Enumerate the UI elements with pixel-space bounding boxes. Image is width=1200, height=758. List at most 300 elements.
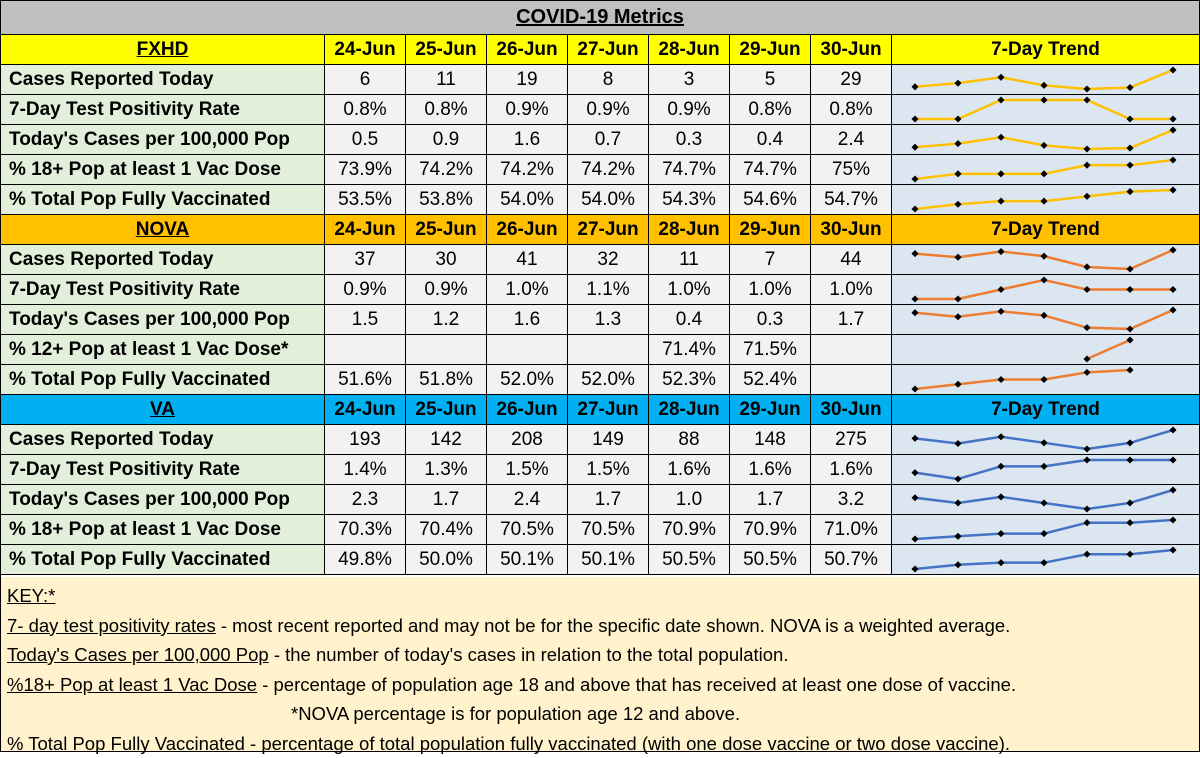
metric-value: 1.6 bbox=[487, 305, 568, 335]
sparkline-point bbox=[997, 170, 1004, 177]
metric-value: 1.5 bbox=[325, 305, 406, 335]
sparkline-point bbox=[1083, 369, 1090, 376]
metric-value: 1.7 bbox=[406, 485, 487, 515]
metric-label: Today's Cases per 100,000 Pop bbox=[1, 485, 325, 515]
metric-value: 1.3 bbox=[568, 305, 649, 335]
sparkline-point bbox=[954, 499, 961, 506]
metric-value: 1.7 bbox=[568, 485, 649, 515]
sparkline-cell bbox=[892, 515, 1199, 545]
metric-value: 2.3 bbox=[325, 485, 406, 515]
sparkline-point bbox=[997, 74, 1004, 81]
sparkline bbox=[893, 275, 1199, 304]
metric-value: 2.4 bbox=[487, 485, 568, 515]
sparkline-cell bbox=[892, 365, 1199, 395]
section-name: NOVA bbox=[1, 215, 325, 245]
sparkline-point bbox=[1083, 445, 1090, 452]
sparkline-point bbox=[954, 115, 961, 122]
sparkline-point bbox=[997, 308, 1004, 315]
metric-value: 52.0% bbox=[487, 365, 568, 395]
sparkline bbox=[893, 125, 1199, 154]
metric-value: 51.8% bbox=[406, 365, 487, 395]
metric-label: 7-Day Test Positivity Rate bbox=[1, 275, 325, 305]
sparkline-point bbox=[1083, 505, 1090, 512]
metric-row bbox=[1, 185, 1199, 215]
metric-value: 3.2 bbox=[811, 485, 892, 515]
metric-value bbox=[325, 335, 406, 365]
metric-label: Cases Reported Today bbox=[1, 245, 325, 275]
sparkline-point bbox=[997, 433, 1004, 440]
sparkline bbox=[893, 305, 1199, 334]
sparkline-point bbox=[911, 535, 918, 542]
sparkline-point bbox=[954, 170, 961, 177]
date-header: 27-Jun bbox=[568, 395, 649, 425]
sparkline-cell bbox=[892, 335, 1199, 365]
metric-row bbox=[1, 425, 1199, 455]
date-header: 26-Jun bbox=[487, 35, 568, 65]
sparkline-point bbox=[1083, 145, 1090, 152]
section-name: VA bbox=[1, 395, 325, 425]
sparkline-point bbox=[911, 175, 918, 182]
metric-value: 11 bbox=[649, 245, 730, 275]
sparkline bbox=[893, 245, 1199, 274]
metric-row bbox=[1, 515, 1199, 545]
sparkline-point bbox=[1083, 162, 1090, 169]
sparkline bbox=[893, 65, 1199, 94]
metric-value: 70.4% bbox=[406, 515, 487, 545]
sparkline-point bbox=[997, 134, 1004, 141]
sparkline-point bbox=[954, 381, 961, 388]
metric-label: % Total Pop Fully Vaccinated bbox=[1, 545, 325, 575]
metric-label: % 18+ Pop at least 1 Vac Dose bbox=[1, 515, 325, 545]
metric-value: 0.9% bbox=[649, 95, 730, 125]
metric-value: 32 bbox=[568, 245, 649, 275]
metric-row bbox=[1, 275, 1199, 305]
sparkline-point bbox=[1126, 366, 1133, 373]
metric-row bbox=[1, 95, 1199, 125]
key-panel bbox=[1, 577, 1199, 751]
metric-value: 74.7% bbox=[730, 155, 811, 185]
metric-value: 74.2% bbox=[406, 155, 487, 185]
sparkline bbox=[893, 545, 1199, 574]
metric-value: 1.6% bbox=[649, 455, 730, 485]
sparkline-point bbox=[954, 313, 961, 320]
date-header: 28-Jun bbox=[649, 215, 730, 245]
sparkline-point bbox=[911, 565, 918, 572]
sparkline-point bbox=[1169, 156, 1176, 163]
metric-row bbox=[1, 65, 1199, 95]
sparkline-point bbox=[911, 144, 918, 151]
metric-value: 1.4% bbox=[325, 455, 406, 485]
metric-value: 6 bbox=[325, 65, 406, 95]
sparkline-point bbox=[1040, 253, 1047, 260]
sparkline-point bbox=[1040, 559, 1047, 566]
metric-value: 0.8% bbox=[811, 95, 892, 125]
metric-value: 0.3 bbox=[730, 305, 811, 335]
sparkline-cell bbox=[892, 545, 1199, 575]
metric-value: 208 bbox=[487, 425, 568, 455]
key-line: %18+ Pop at least 1 Vac Dose - percentage of population age 18 and above that has received at least one dose of vaccine. bbox=[7, 670, 1199, 700]
metric-value: 1.6% bbox=[730, 455, 811, 485]
trend-header: 7-Day Trend bbox=[892, 35, 1199, 65]
section-name: FXHD bbox=[1, 35, 325, 65]
metric-row bbox=[1, 485, 1199, 515]
sparkline-point bbox=[1040, 312, 1047, 319]
metric-value: 1.0% bbox=[649, 275, 730, 305]
sparkline-point bbox=[1126, 84, 1133, 91]
metric-value: 51.6% bbox=[325, 365, 406, 395]
metric-value: 70.3% bbox=[325, 515, 406, 545]
metric-value bbox=[811, 365, 892, 395]
sparkline-point bbox=[1040, 439, 1047, 446]
sparkline-point bbox=[1083, 263, 1090, 270]
metric-value: 0.7 bbox=[568, 125, 649, 155]
sparkline-point bbox=[1169, 486, 1176, 493]
date-header: 30-Jun bbox=[811, 35, 892, 65]
sparkline-cell bbox=[892, 155, 1199, 185]
metric-value: 7 bbox=[730, 245, 811, 275]
metric-value: 0.9% bbox=[325, 275, 406, 305]
sparkline-series bbox=[915, 370, 1130, 389]
sparkline-point bbox=[1040, 82, 1047, 89]
metric-value: 53.8% bbox=[406, 185, 487, 215]
sparkline-point bbox=[954, 254, 961, 261]
metric-value: 0.9% bbox=[568, 95, 649, 125]
sparkline-point bbox=[1083, 355, 1090, 362]
sparkline-point bbox=[1126, 551, 1133, 558]
date-header: 24-Jun bbox=[325, 35, 406, 65]
sparkline-point bbox=[1169, 456, 1176, 463]
metric-value bbox=[487, 335, 568, 365]
metric-value: 50.1% bbox=[568, 545, 649, 575]
metric-value: 19 bbox=[487, 65, 568, 95]
metric-value: 70.9% bbox=[649, 515, 730, 545]
metric-label: 7-Day Test Positivity Rate bbox=[1, 455, 325, 485]
sparkline-point bbox=[1169, 516, 1176, 523]
metric-value: 3 bbox=[649, 65, 730, 95]
metric-label: % 12+ Pop at least 1 Vac Dose* bbox=[1, 335, 325, 365]
sparkline-point bbox=[954, 561, 961, 568]
metric-value: 1.2 bbox=[406, 305, 487, 335]
key-heading: KEY:* bbox=[7, 581, 1199, 611]
metric-label: % Total Pop Fully Vaccinated bbox=[1, 365, 325, 395]
key-line-note: *NOVA percentage is for population age 12 and above. bbox=[7, 699, 1199, 729]
sparkline-point bbox=[1126, 336, 1133, 343]
sparkline-point bbox=[1126, 499, 1133, 506]
sparkline-point bbox=[1169, 115, 1176, 122]
sparkline-point bbox=[1169, 546, 1176, 553]
date-header: 30-Jun bbox=[811, 395, 892, 425]
metric-value: 88 bbox=[649, 425, 730, 455]
metric-value: 1.3% bbox=[406, 455, 487, 485]
sparkline-point bbox=[1040, 96, 1047, 103]
sparkline-point bbox=[911, 469, 918, 476]
date-header: 26-Jun bbox=[487, 395, 568, 425]
sparkline-point bbox=[1040, 463, 1047, 470]
date-header: 30-Jun bbox=[811, 215, 892, 245]
sparkline bbox=[893, 365, 1199, 394]
sparkline-point bbox=[997, 493, 1004, 500]
metric-value: 44 bbox=[811, 245, 892, 275]
metric-value: 50.0% bbox=[406, 545, 487, 575]
key-line: Today's Cases per 100,000 Pop - the number of today's cases in relation to the total population. bbox=[7, 640, 1199, 670]
metric-value: 52.3% bbox=[649, 365, 730, 395]
date-header: 26-Jun bbox=[487, 215, 568, 245]
sheet-title: COVID-19 Metrics bbox=[1, 1, 1199, 35]
sparkline-point bbox=[954, 80, 961, 87]
date-header: 27-Jun bbox=[568, 35, 649, 65]
sparkline-point bbox=[1083, 519, 1090, 526]
metric-value: 5 bbox=[730, 65, 811, 95]
metric-value: 70.5% bbox=[487, 515, 568, 545]
sparkline-point bbox=[1083, 96, 1090, 103]
trend-header: 7-Day Trend bbox=[892, 395, 1199, 425]
metric-value: 70.5% bbox=[568, 515, 649, 545]
metric-value: 1.6% bbox=[811, 455, 892, 485]
section-header-row bbox=[1, 395, 1199, 425]
sparkline-point bbox=[1126, 286, 1133, 293]
sparkline-point bbox=[997, 198, 1004, 205]
metric-value: 50.7% bbox=[811, 545, 892, 575]
date-header: 29-Jun bbox=[730, 35, 811, 65]
sparkline bbox=[893, 335, 1199, 364]
metric-value: 54.3% bbox=[649, 185, 730, 215]
sparkline-point bbox=[1126, 265, 1133, 272]
metric-value: 50.1% bbox=[487, 545, 568, 575]
metric-value: 0.8% bbox=[730, 95, 811, 125]
section-header-row bbox=[1, 215, 1199, 245]
sparkline-point bbox=[1040, 530, 1047, 537]
metric-row bbox=[1, 455, 1199, 485]
sparkline-point bbox=[997, 376, 1004, 383]
metric-value: 0.4 bbox=[649, 305, 730, 335]
date-header: 28-Jun bbox=[649, 395, 730, 425]
metric-label: % Total Pop Fully Vaccinated bbox=[1, 185, 325, 215]
metric-label: Cases Reported Today bbox=[1, 425, 325, 455]
metric-value: 142 bbox=[406, 425, 487, 455]
metric-value: 0.9% bbox=[487, 95, 568, 125]
metric-label: Cases Reported Today bbox=[1, 65, 325, 95]
sparkline-point bbox=[1126, 519, 1133, 526]
metric-value: 74.2% bbox=[568, 155, 649, 185]
metric-value: 0.3 bbox=[649, 125, 730, 155]
sparkline-point bbox=[1126, 188, 1133, 195]
metric-value: 1.0% bbox=[730, 275, 811, 305]
sparkline bbox=[893, 95, 1199, 124]
sparkline-point bbox=[1126, 439, 1133, 446]
sparkline-point bbox=[1040, 170, 1047, 177]
metric-value: 1.0% bbox=[487, 275, 568, 305]
sparkline-point bbox=[954, 295, 961, 302]
metric-value: 1.7 bbox=[730, 485, 811, 515]
sparkline-point bbox=[1083, 193, 1090, 200]
metric-label: Today's Cases per 100,000 Pop bbox=[1, 305, 325, 335]
sparkline bbox=[893, 485, 1199, 514]
metric-value: 193 bbox=[325, 425, 406, 455]
metric-value: 0.4 bbox=[730, 125, 811, 155]
sparkline-point bbox=[911, 205, 918, 212]
sparkline-point bbox=[1040, 276, 1047, 283]
sparkline-point bbox=[1169, 66, 1176, 73]
sparkline-point bbox=[1126, 115, 1133, 122]
metric-value: 50.5% bbox=[730, 545, 811, 575]
metric-row bbox=[1, 155, 1199, 185]
sparkline-point bbox=[911, 83, 918, 90]
sparkline-point bbox=[1169, 286, 1176, 293]
sparkline-point bbox=[954, 140, 961, 147]
sparkline-point bbox=[1040, 198, 1047, 205]
metric-row bbox=[1, 125, 1199, 155]
sparkline-cell bbox=[892, 125, 1199, 155]
metric-value: 71.5% bbox=[730, 335, 811, 365]
sparkline-point bbox=[954, 533, 961, 540]
key-line: % Total Pop Fully Vaccinated - percentage of total population fully vaccinated (with one dose vaccine or two dose vaccine). bbox=[7, 729, 1199, 758]
metric-row bbox=[1, 335, 1199, 365]
sparkline-point bbox=[954, 201, 961, 208]
sparkline-series bbox=[1087, 340, 1130, 359]
metric-value: 11 bbox=[406, 65, 487, 95]
sparkline-point bbox=[1169, 186, 1176, 193]
metric-value: 54.6% bbox=[730, 185, 811, 215]
sparkline-cell bbox=[892, 485, 1199, 515]
metric-value bbox=[406, 335, 487, 365]
trend-header: 7-Day Trend bbox=[892, 215, 1199, 245]
metric-value: 275 bbox=[811, 425, 892, 455]
metric-row bbox=[1, 545, 1199, 575]
sparkline-point bbox=[954, 440, 961, 447]
sparkline-point bbox=[911, 250, 918, 257]
sparkline-cell bbox=[892, 275, 1199, 305]
metric-value: 30 bbox=[406, 245, 487, 275]
metric-value: 75% bbox=[811, 155, 892, 185]
sparkline-point bbox=[911, 295, 918, 302]
metric-value: 1.1% bbox=[568, 275, 649, 305]
metric-value: 54.0% bbox=[487, 185, 568, 215]
metric-value bbox=[811, 335, 892, 365]
metric-value: 0.9 bbox=[406, 125, 487, 155]
sparkline bbox=[893, 515, 1199, 544]
sparkline-point bbox=[1126, 145, 1133, 152]
metric-value: 0.9% bbox=[406, 275, 487, 305]
sparkline-point bbox=[911, 494, 918, 501]
date-header: 25-Jun bbox=[406, 35, 487, 65]
date-header: 24-Jun bbox=[325, 395, 406, 425]
date-header: 25-Jun bbox=[406, 215, 487, 245]
metric-value: 71.4% bbox=[649, 335, 730, 365]
metric-value: 37 bbox=[325, 245, 406, 275]
sparkline-point bbox=[1126, 162, 1133, 169]
sparkline-cell bbox=[892, 425, 1199, 455]
metric-value: 70.9% bbox=[730, 515, 811, 545]
metric-value: 52.0% bbox=[568, 365, 649, 395]
sparkline bbox=[893, 155, 1199, 184]
sparkline-point bbox=[1083, 456, 1090, 463]
metric-value: 53.5% bbox=[325, 185, 406, 215]
sparkline-point bbox=[911, 115, 918, 122]
sparkline bbox=[893, 455, 1199, 484]
sparkline-point bbox=[997, 463, 1004, 470]
sparkline-point bbox=[1040, 499, 1047, 506]
sparkline-point bbox=[1126, 325, 1133, 332]
sparkline-point bbox=[1126, 456, 1133, 463]
date-header: 27-Jun bbox=[568, 215, 649, 245]
metric-value: 41 bbox=[487, 245, 568, 275]
sparkline-point bbox=[954, 475, 961, 482]
date-header: 24-Jun bbox=[325, 215, 406, 245]
metric-value: 0.8% bbox=[325, 95, 406, 125]
sparkline-cell bbox=[892, 185, 1199, 215]
metric-value: 54.7% bbox=[811, 185, 892, 215]
sparkline-cell bbox=[892, 245, 1199, 275]
metric-value: 2.4 bbox=[811, 125, 892, 155]
metric-value: 1.6 bbox=[487, 125, 568, 155]
metric-value: 1.0% bbox=[811, 275, 892, 305]
metric-row bbox=[1, 305, 1199, 335]
sparkline-point bbox=[997, 96, 1004, 103]
date-header: 25-Jun bbox=[406, 395, 487, 425]
sparkline-point bbox=[997, 248, 1004, 255]
sparkline-point bbox=[1083, 85, 1090, 92]
metric-value: 1.7 bbox=[811, 305, 892, 335]
sparkline-point bbox=[1040, 142, 1047, 149]
sparkline-point bbox=[911, 385, 918, 392]
metric-value: 149 bbox=[568, 425, 649, 455]
sparkline-point bbox=[997, 559, 1004, 566]
metric-value: 29 bbox=[811, 65, 892, 95]
metric-value: 1.5% bbox=[568, 455, 649, 485]
sparkline-point bbox=[911, 309, 918, 316]
metric-value: 54.0% bbox=[568, 185, 649, 215]
key-line: 7- day test positivity rates - most recent reported and may not be for the specific date shown. NOVA is a weighted average. bbox=[7, 611, 1199, 641]
sparkline-cell bbox=[892, 95, 1199, 125]
sparkline-point bbox=[997, 530, 1004, 537]
sparkline-point bbox=[911, 435, 918, 442]
sparkline-point bbox=[1169, 306, 1176, 313]
sparkline-cell bbox=[892, 305, 1199, 335]
metric-value: 74.2% bbox=[487, 155, 568, 185]
sparkline-point bbox=[997, 286, 1004, 293]
metric-label: % 18+ Pop at least 1 Vac Dose bbox=[1, 155, 325, 185]
sparkline-cell bbox=[892, 65, 1199, 95]
sparkline bbox=[893, 425, 1199, 454]
section-header-row bbox=[1, 35, 1199, 65]
sparkline-point bbox=[1169, 126, 1176, 133]
metric-value: 73.9% bbox=[325, 155, 406, 185]
metric-value: 148 bbox=[730, 425, 811, 455]
metric-value: 71.0% bbox=[811, 515, 892, 545]
metric-value: 50.5% bbox=[649, 545, 730, 575]
metric-row bbox=[1, 245, 1199, 275]
metric-value: 1.0 bbox=[649, 485, 730, 515]
date-header: 29-Jun bbox=[730, 395, 811, 425]
date-header: 28-Jun bbox=[649, 35, 730, 65]
metric-value bbox=[568, 335, 649, 365]
sparkline-point bbox=[1169, 426, 1176, 433]
metric-value: 8 bbox=[568, 65, 649, 95]
metric-label: 7-Day Test Positivity Rate bbox=[1, 95, 325, 125]
sparkline-point bbox=[1083, 551, 1090, 558]
sparkline bbox=[893, 185, 1199, 214]
date-header: 29-Jun bbox=[730, 215, 811, 245]
sparkline-point bbox=[1040, 376, 1047, 383]
metric-value: 49.8% bbox=[325, 545, 406, 575]
metric-value: 0.8% bbox=[406, 95, 487, 125]
sparkline-point bbox=[1169, 246, 1176, 253]
metric-value: 52.4% bbox=[730, 365, 811, 395]
metric-value: 0.5 bbox=[325, 125, 406, 155]
metric-value: 1.5% bbox=[487, 455, 568, 485]
sparkline-point bbox=[1083, 286, 1090, 293]
metric-label: Today's Cases per 100,000 Pop bbox=[1, 125, 325, 155]
